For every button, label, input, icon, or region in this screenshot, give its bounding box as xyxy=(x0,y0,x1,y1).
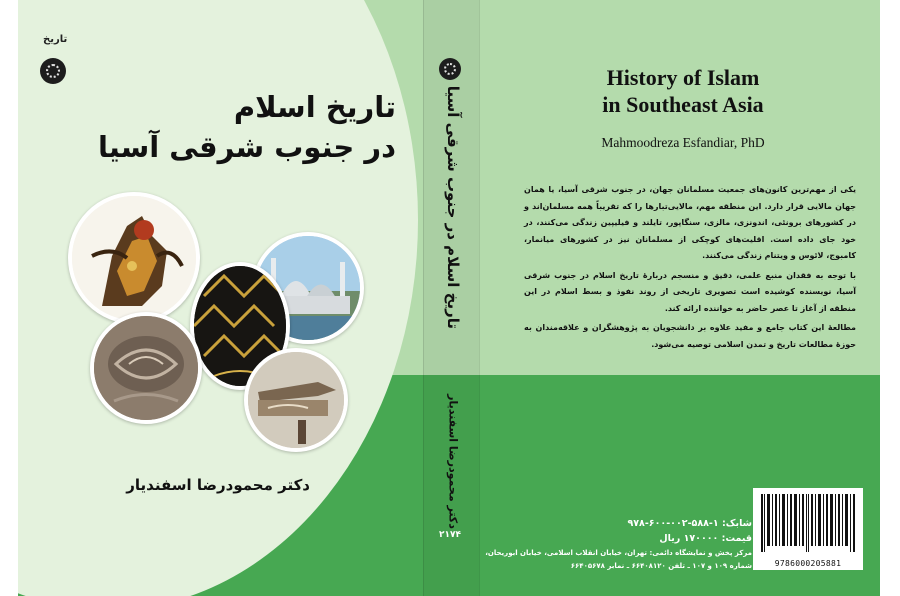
spine-fold-left xyxy=(423,0,424,596)
address-line-1: مرکز پخش و نمایشگاه دائمی: تهران، خیابان انقلاب اسلامی، خیابان ابوریحان، xyxy=(485,549,752,557)
series-label: تاریخ xyxy=(43,34,68,45)
barcode-number: 9786000205881 xyxy=(774,559,842,568)
front-title-line1: تاریخ اسلام xyxy=(233,90,396,124)
barcode-bars xyxy=(753,488,863,558)
isbn-line: شابک: ۱-۵۸۸-۰۰۲-۶۰۰-۹۷۸ xyxy=(627,518,752,529)
blurb-paragraph-2: با توجه به فقدان منبع علمی، دقیق و منسجم دربارهٔ تاریخ اسلام در جنوب شرقی آسیا، نویسنده کوشیده است تصویری تاریخی از روند نفوذ و بسط اسلام در این منطقه از آغاز تا عصر حاضر به خواننده ارائه کند. xyxy=(524,270,856,313)
blurb-paragraph-1: یکی از مهم‌ترین کانون‌های جمعیت مسلمانان جهان، در جنوب شرقی آسیا، یا همان جهان مالایی قرار دارد. این منطقه مهم، مالایی‌تبارها را که تقریباً همه مسلمان‌اند و در کشورهای برونئی، اندونزی، مالزی، سنگاپور، تایلند و فیلیپین زندگی می‌کنند، در خود جای داده است. اقلیت‌های کوچکی از مسلمانان نیز در کشورهای میانمار، کامبوج، لائوس و ویتنام زندگی می‌کنند. xyxy=(524,185,856,260)
front-title-line2: در جنوب شرقی آسیا xyxy=(97,130,396,164)
publisher-logo-icon xyxy=(40,58,66,84)
back-blurb xyxy=(524,182,856,356)
wayang-puppet-image xyxy=(68,192,200,324)
address-line-2: شماره ۱۰۹ و ۱۰۷ ـ تلفن ۶۶۴۰۸۱۲۰ ـ نمابر ۶۶۴۰۵۶۷۸ xyxy=(570,562,752,570)
book-cover xyxy=(18,0,880,596)
kris-dagger-image xyxy=(244,348,348,452)
spine-author: دکتر محمودرضا اسفندیار xyxy=(446,394,460,529)
back-title-line2: in Southeast Asia xyxy=(602,92,764,117)
spine-title: تاریخ اسلام در جنوب شرقی آسیا xyxy=(444,85,462,329)
spine-logo-icon xyxy=(439,58,461,80)
barcode xyxy=(753,488,863,570)
carved-stone-image xyxy=(90,312,202,424)
front-author: دکتر محمودرضا اسفندیار xyxy=(126,476,310,494)
price-line: قیمت: ۱۷۰۰۰۰ ریال xyxy=(659,533,752,544)
back-author: Mahmoodreza Esfandiar, PhD xyxy=(601,135,765,150)
spine-publication-number: ۲۱۷۴ xyxy=(439,530,461,540)
back-title-line1: History of Islam xyxy=(606,65,760,90)
blurb-paragraph-3: مطالعهٔ این کتاب جامع و مفید علاوه بر دانشجویان به پژوهشگران و علاقه‌مندان به حوزهٔ مطالعات تاریخ و تمدن اسلامی توصیه می‌شود. xyxy=(524,323,856,349)
spine-fold-right xyxy=(479,0,480,596)
